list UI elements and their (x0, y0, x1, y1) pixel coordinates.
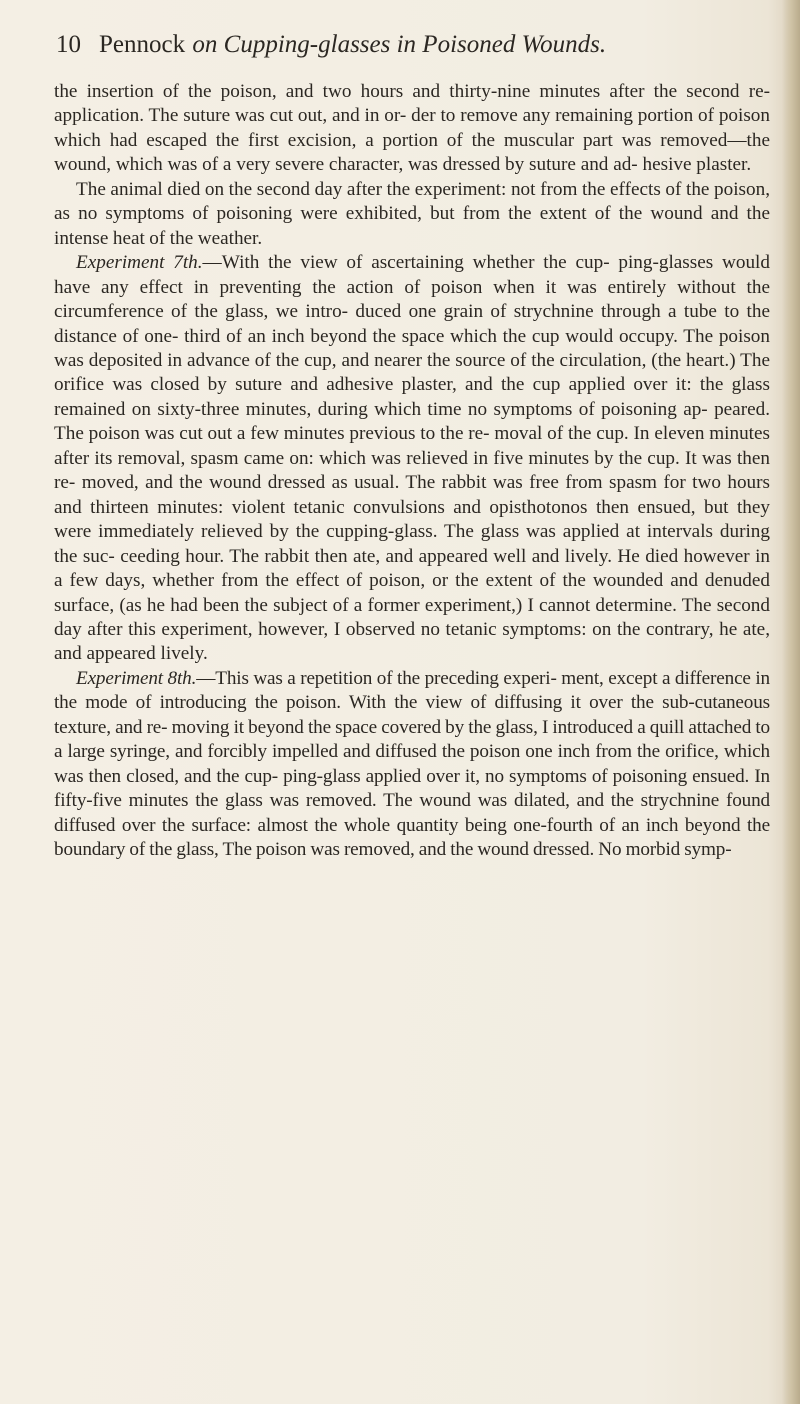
paragraph-text: the insertion of the poison, and two hours and thirty-nine minutes after the second re-application. The suture was cut out, and in or- der to remove any remaining portion of poison which had escaped the first excision, a portion of the muscular part was removed—the wound, which was of a very severe character, was dressed by suture and ad- hesive plaster. (54, 81, 770, 176)
experiment-label: Experiment 8th. (76, 667, 197, 689)
paragraph-text: —With the view of ascertaining whether the cup- ping-glasses would have any effect in preventing the action of poison when it was entirely without the circumference of the glass, we intro- duced one grain of strychnine through a tube to the distance of one- third of an inch beyond the space which the cup would occupy. The poison was deposited in advance of the cup, and nearer the source of the circulation, (the heart.) The orifice was closed by suture and adhesive plaster, and the cup applied over it: the glass remained on sixty-three minutes, during which time no symptoms of poisoning ap- peared. The poison was cut out a few minutes previous to the re- moval of the cup. In eleven minutes after its removal, spasm came on: which was relieved in five minutes by the cup. It was then re- moved, and the wound dressed as usual. The rabbit was free from spasm for two hours and thirteen minutes: violent tetanic convulsions and opisthotonos then ensued, but they were immediately relieved by the cupping-glass. The glass was applied at intervals during the suc- ceeding hour. The rabbit then ate, and appeared well and lively. He died however in a few days, whether from the effect of poison, or the extent of the wounded and denuded surface, (as he had been the subject of a former experiment,) I cannot determine. The second day after this experiment, however, I observed no tetanic symptoms: on the contrary, he ate, and appeared lively. (54, 252, 770, 665)
body-text (54, 80, 770, 863)
paragraph (54, 178, 770, 251)
paragraph-continued (54, 80, 770, 178)
experiment-label: Experiment 7th. (76, 252, 203, 274)
running-head (56, 30, 756, 60)
page-edge-shadow (782, 0, 800, 1404)
paragraph-text: —This was a repetition of the preceding experi- ment, except a difference in the mode of introducing the poison. With the view of diffusing it over the sub-cutaneous texture, and re- moving it beyond the space covered by the glass, I introduced a quill attached to a large syringe, and forcibly impelled and diffused the poison one inch from the orifice, which was then closed, and the cup- ping-glass applied over it, no symptoms of poisoning ensued. In fifty-five minutes the glass was removed. The wound was dilated, and the strychnine found diffused over the surface: almost the whole quantity being one-fourth of an inch beyond the boundary of the glass, The poison was removed, and the wound dressed. No morbid symp- (54, 667, 770, 861)
paragraph-experiment-8 (54, 667, 770, 863)
page-number: 10 (56, 31, 81, 58)
running-head-title: on Cupping-glasses in Poisoned Wounds. (192, 31, 607, 58)
paragraph-text: The animal died on the second day after the experiment: not from the effects of the poison, as no symptoms of poisoning were exhibited, but from the extent of the wound and the intense heat of the weather. (54, 178, 770, 249)
paragraph-experiment-7 (54, 251, 770, 667)
running-head-author: Pennock (99, 31, 186, 58)
